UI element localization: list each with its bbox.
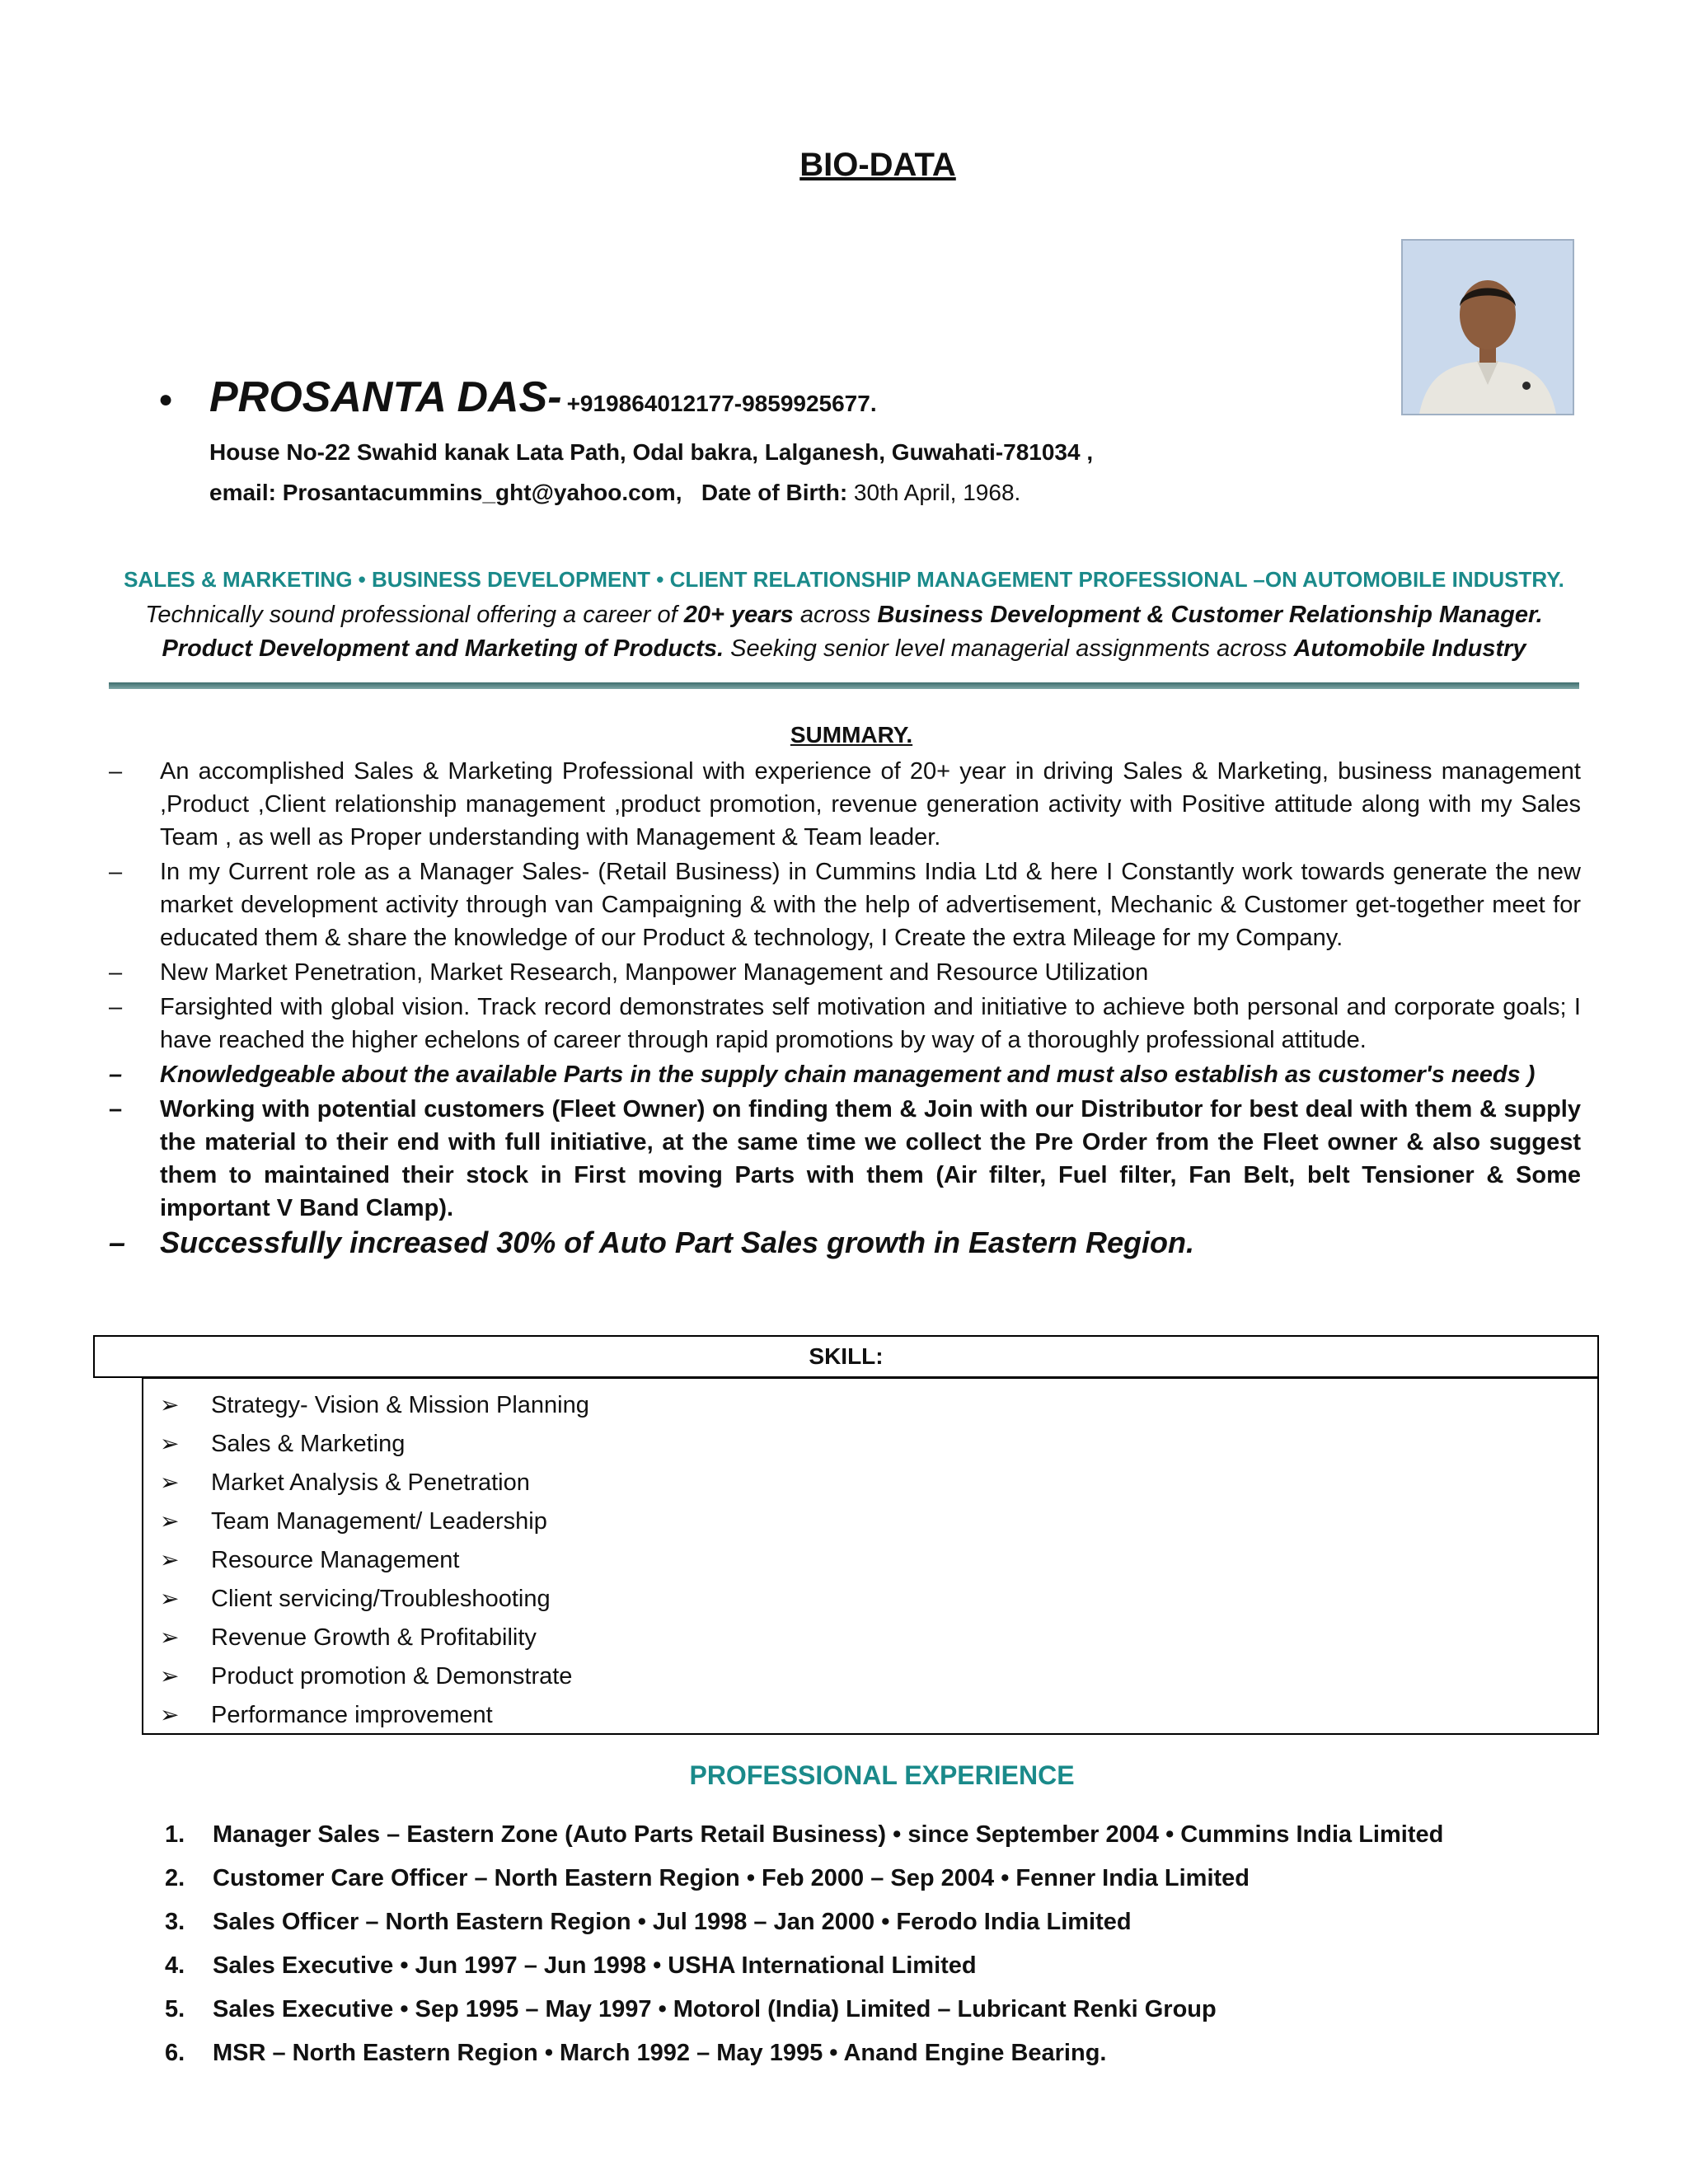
arrow-bullet-icon: ➢: [160, 1586, 180, 1611]
experience-heading: PROFESSIONAL EXPERIENCE: [689, 1760, 1075, 1790]
arrow-bullet-icon: ➢: [160, 1624, 180, 1650]
summary-list: [107, 755, 1581, 1261]
experience-item: 4. Sales Executive • Jun 1997 – Jun 1998 • USHA International Limited: [165, 1952, 977, 1979]
address: House No-22 Swahid kanak Lata Path, Odal bakra, Lalganesh, Guwahati-781034 ,: [209, 439, 1094, 465]
dob-label: Date of Birth:: [701, 480, 848, 505]
skill-item: ➢ Strategy- Vision & Mission Planning: [160, 1385, 589, 1424]
intro-part: Seeking senior level managerial assignments across: [730, 635, 1287, 662]
skill-item: ➢ Product promotion & Demonstrate: [160, 1657, 589, 1695]
experience-item: 3. Sales Officer – North Eastern Region • Jul 1998 – Jan 2000 • Ferodo India Limited: [165, 1909, 1132, 1935]
skills-heading: SKILL:: [93, 1335, 1599, 1378]
skill-item: ➢ Sales & Marketing: [160, 1424, 589, 1463]
skill-item: ➢ Team Management/ Leadership: [160, 1502, 589, 1540]
skills-list: [160, 1385, 589, 1734]
arrow-bullet-icon: ➢: [160, 1547, 180, 1572]
intro-part: Business Development & Customer Relationship Manager.: [877, 602, 1543, 628]
skill-item: ➢ Resource Management: [160, 1540, 589, 1579]
email-value: Prosantacummins_ght@yahoo.com: [282, 480, 676, 505]
dob-value: 30th April, 1968.: [853, 480, 1021, 505]
profile-photo: [1401, 239, 1574, 415]
skill-item: ➢ Market Analysis & Penetration: [160, 1463, 589, 1502]
person-photo-icon: [1403, 241, 1573, 414]
skill-item: ➢ Performance improvement: [160, 1695, 589, 1734]
experience-item: 6. MSR – North Eastern Region • March 1992 – May 1995 • Anand Engine Bearing.: [165, 2040, 1107, 2066]
summary-item: – Farsighted with global vision. Track record demonstrates self motivation and initiative to achieve both personal and corporate goals; I have reached the higher echelons of career through rapid promotions by way of a thoroughly professional attitude.: [107, 991, 1581, 1057]
intro-part: Automobile Industry: [1293, 635, 1526, 662]
skill-item: ➢ Client servicing/Troubleshooting: [160, 1579, 589, 1618]
summary-item: – New Market Penetration, Market Research, Manpower Management and Resource Utilization: [107, 956, 1581, 989]
profile-intro: [107, 598, 1581, 666]
summary-item: – In my Current role as a Manager Sales- (Retail Business) in Cummins India Ltd & here I Constantly work towards generate the new market development activity through van Campaigning & with the help of advertisement, Mechanic & Customer get-together meet for educated them & share the knowledge of our Product & technology, I Create the extra Mileage for my Company.: [107, 855, 1581, 954]
summary-item: – Knowledgeable about the available Parts in the supply chain management and must also establish as customer's needs ): [107, 1058, 1581, 1091]
skills-box: [142, 1377, 1599, 1735]
name-line: [209, 373, 877, 422]
intro-part: Technically sound professional offering a career of: [145, 602, 678, 628]
experience-list: [165, 1813, 1443, 2075]
arrow-bullet-icon: ➢: [160, 1663, 180, 1689]
person-name: PROSANTA DAS-: [209, 373, 562, 421]
summary-item: – Working with potential customers (Fleet Owner) on finding them & Join with our Distributor for best deal with them & supply the material to their end with full initiative, at the same time we collect the Pre Order from the Fleet owner & also suggest them to maintained their stock in First moving Parts with them (Air filter, Fuel filter, Fan Belt, belt Tensioner & Some important V Band Clamp).: [107, 1093, 1581, 1225]
intro-part: Product Development and Marketing of Products.: [162, 635, 724, 662]
intro-part: 20+ years: [683, 602, 794, 628]
section-divider: [109, 682, 1579, 689]
arrow-bullet-icon: ➢: [160, 1431, 180, 1456]
summary-item: – Successfully increased 30% of Auto Part Sales growth in Eastern Region.: [107, 1226, 1581, 1259]
intro-part: across: [799, 602, 871, 628]
experience-item: 5. Sales Executive • Sep 1995 – May 1997 • Motorol (India) Limited – Lubricant Renki Group: [165, 1996, 1217, 2022]
summary-heading: SUMMARY.: [790, 722, 913, 748]
arrow-bullet-icon: ➢: [160, 1392, 180, 1418]
profile-tagline: SALES & MARKETING • BUSINESS DEVELOPMENT • CLIENT RELATIONSHIP MANAGEMENT PROFESSIONAL –ON AUTOMOBILE INDUSTRY.: [124, 567, 1564, 592]
phone-number: +919864012177-9859925677.: [566, 391, 877, 416]
arrow-bullet-icon: ➢: [160, 1508, 180, 1534]
name-bullet: ●: [158, 386, 174, 413]
contact-row: email: Prosantacummins_ght@yahoo.com, Date of Birth: 30th April, 1968.: [209, 480, 1021, 505]
experience-item: 1. Manager Sales – Eastern Zone (Auto Parts Retail Business) • since September 2004 • Cummins India Limited: [165, 1821, 1444, 1848]
summary-item: – An accomplished Sales & Marketing Professional with experience of 20+ year in driving Sales & Marketing, business management ,Product ,Client relationship management ,product promotion, revenue generation activity with Positive attitude along with my Sales Team , as well as Proper understanding with Management & Team leader.: [107, 755, 1581, 854]
arrow-bullet-icon: ➢: [160, 1702, 180, 1727]
skill-item: ➢ Revenue Growth & Profitability: [160, 1618, 589, 1657]
email-label: email:: [209, 480, 276, 505]
arrow-bullet-icon: ➢: [160, 1469, 180, 1495]
page-title: BIO-DATA: [799, 147, 956, 183]
experience-item: 2. Customer Care Officer – North Eastern Region • Feb 2000 – Sep 2004 • Fenner India Limited: [165, 1865, 1250, 1891]
